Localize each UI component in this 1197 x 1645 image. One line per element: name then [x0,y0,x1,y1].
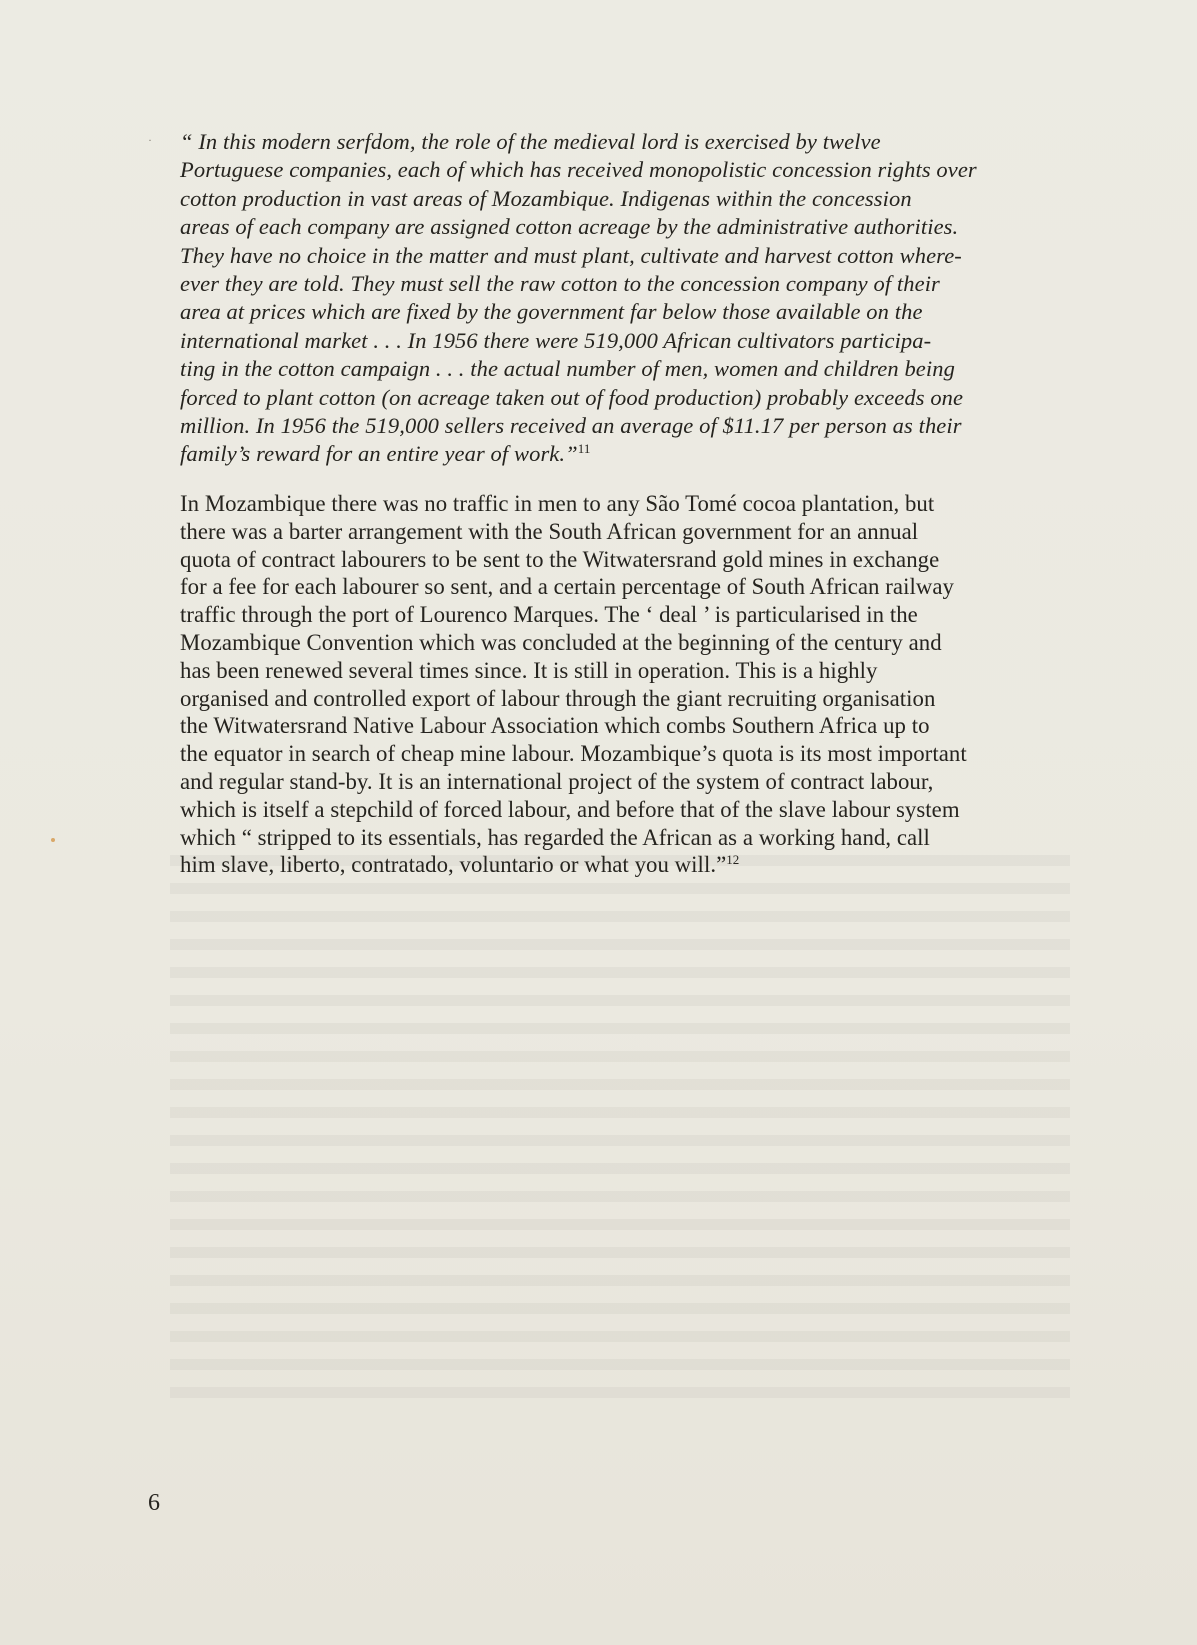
quote-line: areas of each company are assigned cotton acreage by the administrative authorities. [180,214,959,240]
body-line: there was a barter arrangement with the South African government for an annual [180,518,919,544]
quote-line: ting in the cotton campaign . . . the actual number of men, women and children being [180,356,955,382]
body-line: Mozambique Convention which was concluded at the beginning of the century and [180,629,942,655]
quote-line: “ In this modern serfdom, the role of the medieval lord is exercised by twelve [180,129,881,154]
body-line: the Witwatersrand Native Labour Association which combs Southern Africa up to [180,713,930,739]
body-line: him slave, liberto, contratado, voluntario or what you will.” [180,852,727,878]
footnote-ref-12: 12 [726,852,740,868]
body-line: which is itself a stepchild of forced labour, and before that of the slave labour system [180,796,960,822]
quote-line: million. In 1956 the 519,000 sellers received an average of $11.17 per person as their [180,413,962,439]
quote-last-line [180,440,1060,468]
quote-line: Portuguese companies, each of which has received monopolistic concession rights over [180,157,977,183]
margin-mark: · [148,133,152,147]
quote-line: forced to plant cotton (on acreage taken out of food production) probably exceeds one [180,384,964,410]
body-line: quota of contract labourers to be sent to the Witwatersrand gold mines in exchange [180,546,940,572]
body-line: the equator in search of cheap mine labour. Mozambique’s quota is its most important [180,741,967,767]
bleed-through-texture [170,855,1070,1415]
body-line: organised and controlled export of labour through the giant recruiting organisation [180,685,936,711]
block-quote [180,128,1060,469]
quote-line: They have no choice in the matter and must plant, cultivate and harvest cotton where- [180,242,962,268]
body-paragraph [180,490,1080,879]
quote-line: ever they are told. They must sell the raw cotton to the concession company of their [180,271,940,297]
quote-line: family’s reward for an entire year of work.” [180,441,578,467]
body-line: has been renewed several times since. It is still in operation. This is a highly [180,657,878,683]
body-last-line [180,851,1080,879]
quote-line: area at prices which are fixed by the government far below those available on the [180,299,923,325]
quote-line: cotton production in vast areas of Mozambique. Indigenas within the concession [180,185,912,211]
body-line: In Mozambique there was no traffic in men to any São Tomé cocoa plantation, but [180,491,935,516]
quote-line: international market . . . In 1956 there were 519,000 African cultivators participa- [180,327,932,353]
body-line: for a fee for each labourer so sent, and a certain percentage of South African railway [180,574,954,600]
body-line: traffic through the port of Lourenco Marques. The ‘ deal ’ is particularised in the [180,602,918,628]
page-number: 6 [148,1490,160,1516]
body-line: which “ stripped to its essentials, has regarded the African as a working hand, call [180,824,930,850]
body-line: and regular stand-by. It is an international project of the system of contract labour, [180,768,934,794]
footnote-ref-11: 11 [577,441,591,457]
stain-mark [51,838,55,842]
